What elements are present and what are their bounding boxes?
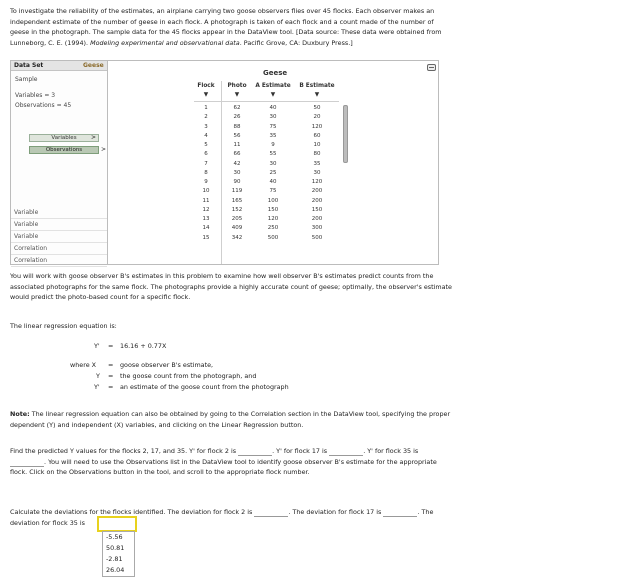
photo-cell: 66: [233, 151, 241, 158]
find-line: . You will need to use the Observations list in the DataView tool to identify goose observer B's estimate for the appropriate: [10, 457, 437, 468]
dataset-header: [11, 61, 107, 71]
find-line: flock. Click on the Observations button in the tool, and scroll to the appropriate flock number.: [10, 468, 310, 476]
flock-cell: 7: [204, 160, 208, 167]
b-estimate-cell: 10: [313, 142, 321, 148]
dataview-tool: [10, 60, 439, 265]
photo-cell: 119: [231, 188, 243, 195]
sidebar-item-variable[interactable]: Variable: [11, 231, 107, 243]
b-estimate-cell: 20: [313, 114, 321, 121]
header-divider: [194, 101, 339, 102]
deviation-flock2-input[interactable]: [254, 509, 288, 517]
regression-intro: The linear regression equation is:: [10, 322, 117, 330]
b-estimate-cell: 30: [313, 169, 321, 176]
a-estimate-cell: 100: [267, 197, 279, 204]
b-estimate-cell: 120: [311, 123, 323, 130]
equation-lhs: Y': [94, 342, 100, 350]
a-estimate-cell: 25: [269, 169, 277, 176]
observations-count: Observations = 45: [15, 102, 72, 109]
dropdown-option[interactable]: 50.81: [106, 544, 125, 552]
b-estimate-column: [296, 104, 338, 243]
sort-a-estimate-icon[interactable]: ▼: [270, 92, 276, 98]
note-line: dependent (Y) and independent (X) variables, and clicking on the Linear Regression button.: [10, 420, 304, 429]
window-icon[interactable]: [427, 64, 436, 71]
intro-citation: Lunneborg, C. E. (1994). Modeling experimental and observational data. Pacific Grove, CA: Duxbury Press.]: [10, 38, 353, 47]
flock-cell: 5: [204, 142, 208, 148]
yprime-flock17-input[interactable]: [329, 448, 363, 456]
photo-cell: 30: [233, 169, 241, 176]
y-definition: the goose count from the photograph, and: [120, 372, 257, 380]
sort-flock-icon[interactable]: ▼: [203, 92, 209, 98]
citation-title: Modeling experimental and observational data: [90, 38, 240, 47]
b-estimate-cell: 500: [311, 234, 323, 241]
calc-line: deviation for flock 35 is: [10, 518, 86, 527]
flock-cell: 9: [204, 179, 208, 185]
yprime-equals: =: [108, 383, 114, 391]
a-estimate-cell: 150: [267, 206, 279, 213]
note-label: Note:: [10, 410, 30, 418]
sidebar-sections: [11, 207, 107, 267]
dropdown-option[interactable]: 26.04: [106, 566, 125, 574]
flock-cell: 15: [202, 234, 210, 241]
yprime-flock35-input[interactable]: [10, 459, 44, 467]
a-estimate-cell: 500: [267, 234, 279, 241]
dataview-sidebar: [11, 61, 108, 264]
photo-cell: 56: [233, 132, 241, 139]
photo-cell: 11: [233, 142, 241, 148]
sort-b-estimate-icon[interactable]: ▼: [314, 92, 320, 98]
note-paragraph: [10, 409, 450, 430]
flock-cell: 4: [204, 132, 208, 139]
b-estimate-cell: 120: [311, 179, 323, 185]
work-line: associated photographs for the same flock. The photographs provide a highly accurate count of geese; optimally, the observer's estimate: [10, 282, 452, 291]
dataset-label: Data Set: [14, 62, 44, 69]
a-estimate-cell: 40: [269, 179, 277, 185]
dropdown-options-list: [102, 531, 135, 577]
a-estimate-cell: 35: [269, 132, 277, 139]
dropdown-option[interactable]: -5.56: [106, 533, 123, 541]
flock-cell: 11: [202, 197, 210, 204]
flock-cell: 6: [204, 151, 208, 158]
photo-cell: 205: [231, 216, 243, 222]
observations-button[interactable]: Observations: [29, 146, 99, 154]
work-line: You will work with goose observer B's estimates in this problem to examine how well observer B's estimates predict counts from the: [10, 272, 434, 280]
intro-line: To investigate the reliability of the estimates, an airplane carrying two goose observers flies over 45 flocks. Each observer makes an: [10, 7, 435, 15]
work-paragraph: [10, 271, 452, 303]
sidebar-item-variable[interactable]: Variable: [11, 207, 107, 219]
a-estimate-cell: 75: [269, 188, 277, 195]
observations-arrow-icon: >: [101, 146, 107, 153]
table-scrollbar[interactable]: [343, 105, 348, 163]
flock-cell: 2: [204, 114, 208, 121]
a-estimate-cell: 75: [269, 123, 277, 130]
x-definition: goose observer B's estimate,: [120, 361, 214, 369]
dropdown-option[interactable]: -2.81: [106, 555, 123, 563]
flock-cell: 1: [204, 105, 208, 111]
photo-cell: 62: [233, 105, 241, 111]
sample-label: Sample: [15, 76, 38, 83]
flock-cell: 8: [204, 169, 208, 176]
deviation-flock35-dropdown[interactable]: [97, 516, 137, 532]
a-estimate-cell: 40: [269, 105, 277, 111]
photo-cell: 342: [231, 234, 243, 241]
b-estimate-cell: 200: [311, 188, 323, 195]
observations-table: [194, 104, 339, 244]
find-paragraph: [10, 446, 437, 478]
variables-button[interactable]: Variables: [29, 134, 99, 142]
yprime-flock2-input[interactable]: [238, 448, 272, 456]
flock-cell: 3: [204, 123, 208, 130]
photo-column: [226, 104, 248, 243]
photo-cell: 26: [233, 114, 241, 121]
intro-paragraph: [10, 6, 441, 48]
photo-cell: 409: [231, 225, 243, 232]
intro-line: independent estimate of the number of geese in each flock. A photograph is taken of each flock and a count made of the number of: [10, 17, 434, 26]
b-estimate-cell: 50: [313, 105, 321, 111]
column-header-photo[interactable]: Photo: [227, 83, 247, 89]
b-estimate-cell: 80: [313, 151, 321, 158]
work-line: would predict the photo-based count for a specific flock.: [10, 293, 191, 301]
a-estimate-cell: 9: [271, 142, 275, 148]
photo-cell: 90: [233, 179, 241, 185]
photo-cell: 152: [231, 206, 243, 213]
a-estimate-cell: 120: [267, 216, 279, 222]
yprime-definition: an estimate of the goose count from the photograph: [120, 383, 289, 391]
photo-cell: 42: [233, 160, 241, 167]
b-estimate-cell: 200: [311, 197, 323, 204]
sidebar-item-variable[interactable]: Variable: [11, 219, 107, 231]
where-x-label: where X: [70, 361, 97, 369]
b-estimate-cell: 35: [313, 160, 321, 167]
variables-count: Variables = 3: [15, 92, 56, 99]
photo-cell: 165: [231, 197, 243, 204]
a-estimate-cell: 250: [267, 225, 279, 232]
y-equals: =: [108, 372, 114, 380]
b-estimate-cell: 60: [313, 132, 321, 139]
flock-column: [194, 104, 218, 243]
calc-line: Calculate the deviations for the flocks identified. The deviation for flock 2 is . The deviation for flock 17 is . The: [10, 508, 434, 516]
flock-cell: 12: [202, 206, 210, 213]
calc-paragraph: [10, 507, 433, 528]
sort-photo-icon[interactable]: ▼: [234, 92, 240, 98]
b-estimate-cell: 150: [311, 206, 323, 213]
sidebar-item-correlation[interactable]: Correlation: [11, 243, 107, 255]
flock-cell: 13: [202, 216, 210, 222]
deviation-flock17-input[interactable]: [383, 509, 417, 517]
column-header-a-estimate[interactable]: A Estimate: [255, 83, 291, 89]
variables-arrow-icon: >: [91, 134, 97, 141]
find-line: Find the predicted Y values for the flocks 2, 17, and 35. Y' for flock 2 is . Y' for flock 17 is . Y' for flock 35 is: [10, 447, 419, 455]
b-estimate-cell: 300: [311, 225, 323, 232]
regression-equation: 16.16 + 0.77X: [120, 342, 167, 350]
y-label: Y: [96, 372, 100, 380]
column-header-flock[interactable]: Flock: [197, 83, 215, 89]
a-estimate-column: [251, 104, 295, 243]
dataset-name[interactable]: Geese: [83, 62, 104, 69]
dataset-counts: [15, 91, 71, 111]
yprime-label: Y': [94, 383, 100, 391]
a-estimate-cell: 55: [269, 151, 277, 158]
intro-line: geese in the photograph. The sample data for the 45 flocks appear in the DataView tool. [Data source: These data were obtained from: [10, 28, 442, 36]
b-estimate-cell: 200: [311, 216, 323, 222]
flock-cell: 14: [202, 225, 210, 232]
x-equals: =: [108, 361, 114, 369]
photo-cell: 88: [233, 123, 241, 130]
sidebar-item-correlation[interactable]: Correlation: [11, 255, 107, 267]
flock-cell: 10: [202, 188, 210, 195]
a-estimate-cell: 30: [269, 114, 277, 121]
column-header-b-estimate[interactable]: B Estimate: [299, 83, 335, 89]
table-title: Geese: [263, 69, 288, 77]
a-estimate-cell: 30: [269, 160, 277, 167]
note-line: Note: The linear regression equation can also be obtained by going to the Correlation section in the DataView tool, specifying the proper: [10, 410, 451, 418]
equation-equals: =: [108, 342, 114, 350]
